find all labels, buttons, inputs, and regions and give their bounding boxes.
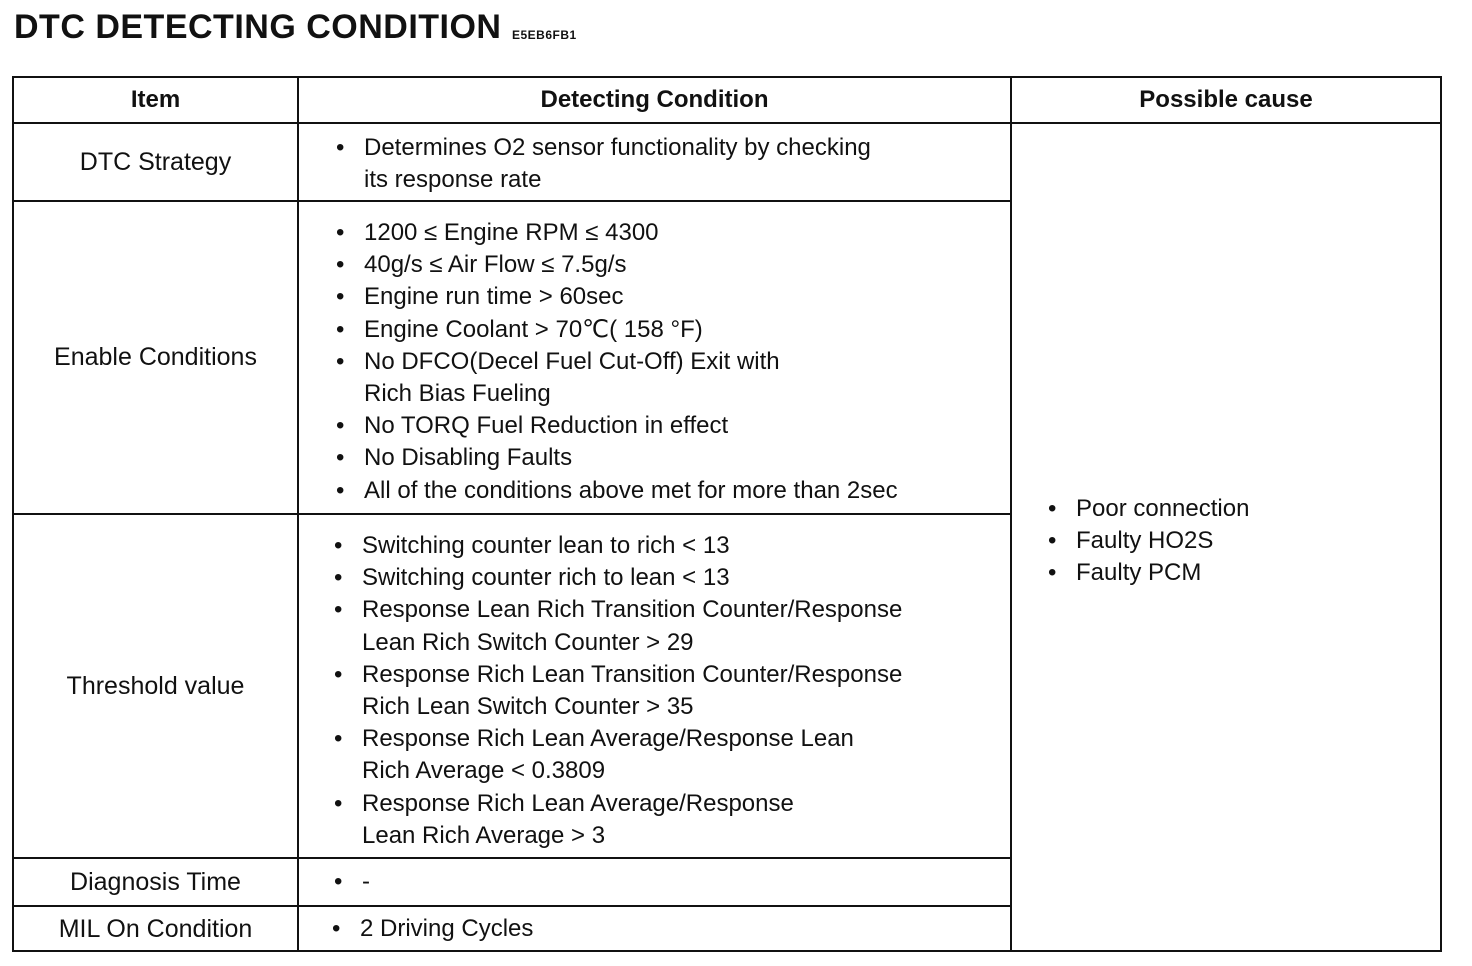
item-enable-conditions: Enable Conditions [54, 343, 257, 371]
item-threshold-value: Threshold value [66, 671, 245, 700]
list-item: • All of the conditions above met for more than 2sec [334, 475, 898, 507]
header-item: Item [130, 86, 181, 113]
document-code: E5EB6FB1 [512, 28, 577, 42]
condition-mil-on [330, 913, 533, 945]
list-item: • 40g/s ≤ Air Flow ≤ 7.5g/s [334, 249, 898, 281]
item-dtc-strategy: DTC Strategy [79, 147, 232, 176]
condition-enable-conditions [334, 217, 898, 507]
header-detecting-condition: Detecting Condition [540, 86, 769, 113]
condition-diagnosis-time [332, 866, 370, 898]
list-item: • Switching counter rich to lean < 13 [332, 562, 902, 594]
list-item: • Response Rich Lean Transition Counter/Response [332, 659, 902, 691]
condition-threshold-value [332, 530, 902, 852]
list-item: • Response Lean Rich Transition Counter/Response [332, 594, 902, 626]
list-item: • Faulty HO2S [1046, 525, 1249, 557]
possible-causes-list [1046, 493, 1249, 590]
list-item: • Engine Coolant > 70℃( 158 °F) [334, 314, 898, 346]
list-item-continuation: Lean Rich Switch Counter > 29 [362, 628, 694, 656]
list-item: • Poor connection [1046, 493, 1249, 525]
list-item: • - [332, 866, 370, 898]
list-item-continuation: Rich Bias Fueling [364, 380, 551, 408]
list-item: • Switching counter lean to rich < 13 [332, 530, 902, 562]
list-item-continuation: Rich Lean Switch Counter > 35 [362, 693, 694, 721]
list-item: • 1200 ≤ Engine RPM ≤ 4300 [334, 217, 898, 249]
column-divider-condition [1010, 76, 1012, 952]
list-item: • No TORQ Fuel Reduction in effect [334, 410, 898, 442]
list-item-continuation: Rich Average < 0.3809 [362, 757, 606, 785]
list-item: • Determines O2 sensor functionality by checking [334, 132, 871, 164]
list-item: • 2 Driving Cycles [330, 913, 533, 945]
list-item: • Response Rich Lean Average/Response [332, 788, 902, 820]
list-item-continuation: Lean Rich Average > 3 [362, 821, 606, 849]
list-item: • Faulty PCM [1046, 557, 1249, 589]
list-item: • No Disabling Faults [334, 442, 898, 474]
list-item: • No DFCO(Decel Fuel Cut-Off) Exit with [334, 346, 898, 378]
list-item: • Engine run time > 60sec [334, 281, 898, 313]
item-mil-on-condition: MIL On Condition [58, 915, 253, 943]
header-possible-cause: Possible cause [1139, 86, 1313, 113]
item-diagnosis-time: Diagnosis Time [70, 867, 241, 896]
list-item: • Response Rich Lean Average/Response Lean [332, 723, 902, 755]
list-item-continuation: its response rate [364, 166, 542, 194]
page-title: DTC DETECTING CONDITION [14, 8, 502, 46]
condition-dtc-strategy [334, 132, 871, 196]
